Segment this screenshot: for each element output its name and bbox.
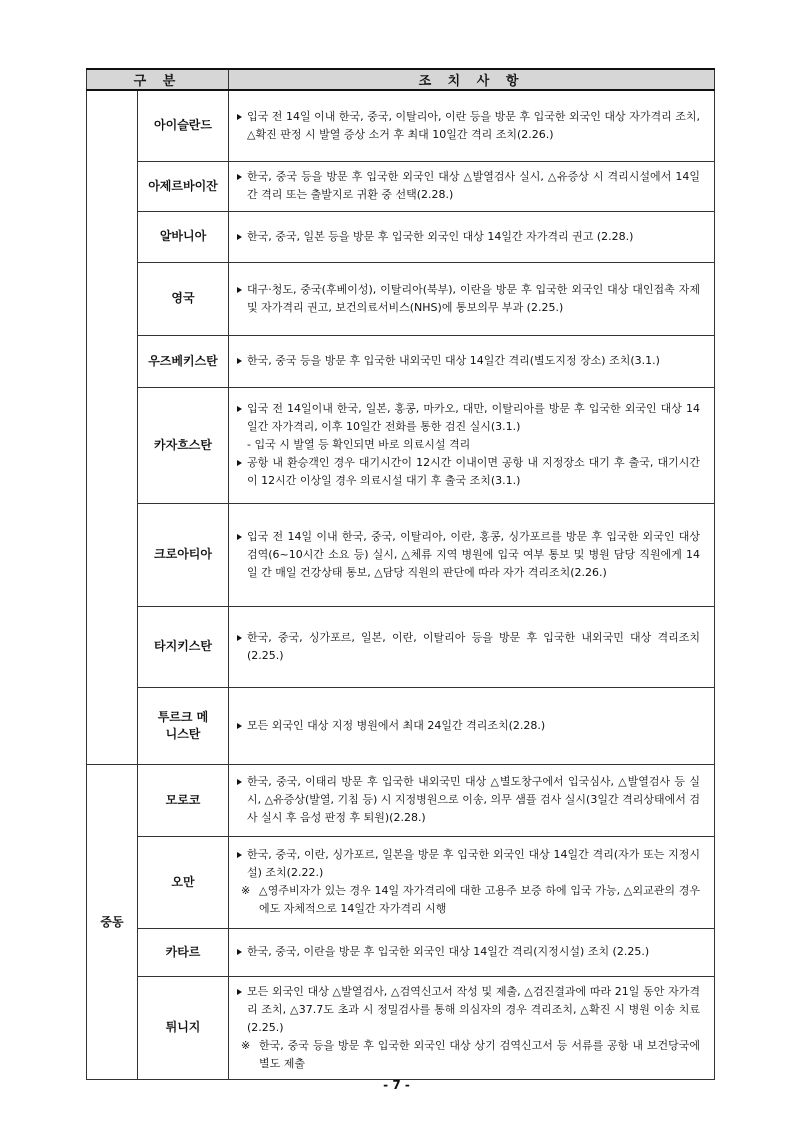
table-row xyxy=(87,161,715,211)
measure-text xyxy=(229,335,715,387)
note-text: 한국, 중국 등을 방문 후 입국한 외국인 대상 상기 검역신고서 등 서류를 공항 내 보건당국에 별도 제출 xyxy=(259,1038,700,1070)
table-row xyxy=(87,90,715,161)
measure-text xyxy=(229,387,715,503)
measure-text xyxy=(229,764,715,836)
country-name: 우즈베키스탄 xyxy=(138,335,229,387)
bullet-item: 한국, 중국, 싱가포르, 일본, 이란, 이탈리아 등을 방문 후 입국한 내외국민 대상 격리조치(2.25.) xyxy=(237,629,700,665)
table-header-row xyxy=(87,69,715,90)
bullet-item: 입국 전 14일이내 한국, 일본, 홍콩, 마카오, 대만, 이탈리아를 방문 후 입국한 외국인 대상 14일간 자가격리, 이후 10일간 전화를 통한 검진 실시(3.1.) xyxy=(237,400,700,436)
bullet-item: 한국, 중국, 일본 등을 방문 후 입국한 외국인 대상 14일간 자가격리 권고 (2.28.) xyxy=(237,228,700,246)
measure-text xyxy=(229,90,715,161)
header-category: 구 분 xyxy=(87,69,229,90)
bullet-item: 공항 내 환승객인 경우 대기시간이 12시간 이내이면 공항 내 지정장소 대기 후 출국, 대기시간이 12시간 이상일 경우 의료시설 대기 후 출국 조치(3.1.) xyxy=(237,454,700,490)
measure-text xyxy=(229,836,715,928)
country-name: 카자흐스탄 xyxy=(138,387,229,503)
measure-text xyxy=(229,161,715,211)
measure-text xyxy=(229,606,715,687)
country-name: 카타르 xyxy=(138,928,229,976)
measure-text xyxy=(229,976,715,1079)
header-measures: 조 치 사 항 xyxy=(229,69,715,90)
bullet-item: 대구·청도, 중국(후베이성), 이탈리아(북부), 이란을 방문 후 입국한 외국인 대상 대인접촉 자제 및 자가격리 권고, 보건의료서비스(NHS)에 통보의무 부과 (2.25.) xyxy=(237,281,700,317)
country-name: 모로코 xyxy=(138,764,229,836)
bullet-item: 한국, 중국, 이태리 방문 후 입국한 내외국민 대상 △별도창구에서 입국심사, △발열검사 등 실시, △유증상(발열, 기침 등) 시 지정병원으로 이송, 의무 샘플 검사 실시(3일간 격리상태에서 검사 실시 후 음성 판정 후 퇴원)(2.28.) xyxy=(237,773,700,827)
bullet-item: 한국, 중국 등을 방문 후 입국한 외국인 대상 △발열검사 실시, △유증상 시 격리시설에서 14일간 격리 또는 출발지로 귀환 중 선택(2.28.) xyxy=(237,168,700,204)
bullet-item: 한국, 중국, 이란, 싱가포르, 일본을 방문 후 입국한 외국인 대상 14일간 격리(자가 또는 지정시설) 조치(2.22.) xyxy=(237,846,700,882)
page-number: - 7 - xyxy=(383,1078,410,1092)
note-item xyxy=(237,1037,700,1073)
measure-text xyxy=(229,211,715,262)
note-item xyxy=(237,882,700,918)
measure-text xyxy=(229,687,715,764)
note-mark: ※ xyxy=(241,1038,251,1052)
table-row xyxy=(87,928,715,976)
bullet-item: 한국, 중국, 이란을 방문 후 입국한 외국인 대상 14일간 격리(지정시설) 조치 (2.25.) xyxy=(237,943,700,961)
country-name: 오만 xyxy=(138,836,229,928)
measure-text xyxy=(229,928,715,976)
bullet-item: 입국 전 14일 이내 한국, 중국, 이탈리아, 이란, 홍콩, 싱가포르를 방문 후 입국한 외국인 대상 검역(6~10시간 소요 등) 실시, △체류 지역 병원에 입국 여부 통보 및 병원 담당 직원에게 14일 간 매일 건강상태 통보, △담당 직원의 판단에 따라 자가 격리조치(2.26.) xyxy=(237,528,700,582)
country-name: 타지키스탄 xyxy=(138,606,229,687)
sub-item: - 입국 시 발열 등 확인되면 바로 의료시설 격리 xyxy=(247,438,471,451)
country-name: 튀니지 xyxy=(138,976,229,1079)
table-row xyxy=(87,262,715,335)
table-row xyxy=(87,211,715,262)
table-row xyxy=(87,606,715,687)
bullet-item: 모든 외국인 대상 지정 병원에서 최대 24일간 격리조치(2.28.) xyxy=(237,717,700,735)
measure-text xyxy=(229,262,715,335)
region-middle-east: 중동 xyxy=(87,764,138,1079)
country-name xyxy=(138,687,229,764)
measures-table xyxy=(86,68,715,1080)
bullet-item: 입국 전 14일 이내 한국, 중국, 이탈리아, 이란 등을 방문 후 입국한 외국인 대상 자가격리 조치, △확진 판정 시 발열 증상 소거 후 최대 10일간 격리 조치(2.26.) xyxy=(237,108,700,144)
country-name: 아제르바이잔 xyxy=(138,161,229,211)
table-row xyxy=(87,976,715,1079)
table-row xyxy=(87,836,715,928)
bullet-item: 모든 외국인 대상 △발열검사, △검역신고서 작성 및 제출, △검진결과에 따라 21일 동안 자가격리 조치, △37.7도 초과 시 정밀검사를 통해 의심자의 경우 격리조치, △확진 시 병원 이송 치료(2.25.) xyxy=(237,983,700,1037)
table-row xyxy=(87,687,715,764)
region-cell-europe xyxy=(87,90,138,764)
country-name-text: 투르크 메니스탄 xyxy=(157,709,209,741)
table-row xyxy=(87,503,715,606)
measure-text xyxy=(229,503,715,606)
note-mark: ※ xyxy=(241,884,251,897)
country-name: 알바니아 xyxy=(138,211,229,262)
table-row xyxy=(87,335,715,387)
note-text: △영주비자가 있는 경우 14일 자가격리에 대한 고용주 보증 하에 입국 가능, △외교관의 경우에도 자체적으로 14일간 자가격리 시행 xyxy=(259,884,700,915)
country-name: 아이슬란드 xyxy=(138,90,229,161)
table-row xyxy=(87,764,715,836)
country-name: 크로아티아 xyxy=(138,503,229,606)
country-name: 영국 xyxy=(138,262,229,335)
table-row xyxy=(87,387,715,503)
bullet-item: 한국, 중국 등을 방문 후 입국한 내외국민 대상 14일간 격리(별도지정 장소) 조치(3.1.) xyxy=(237,352,700,370)
